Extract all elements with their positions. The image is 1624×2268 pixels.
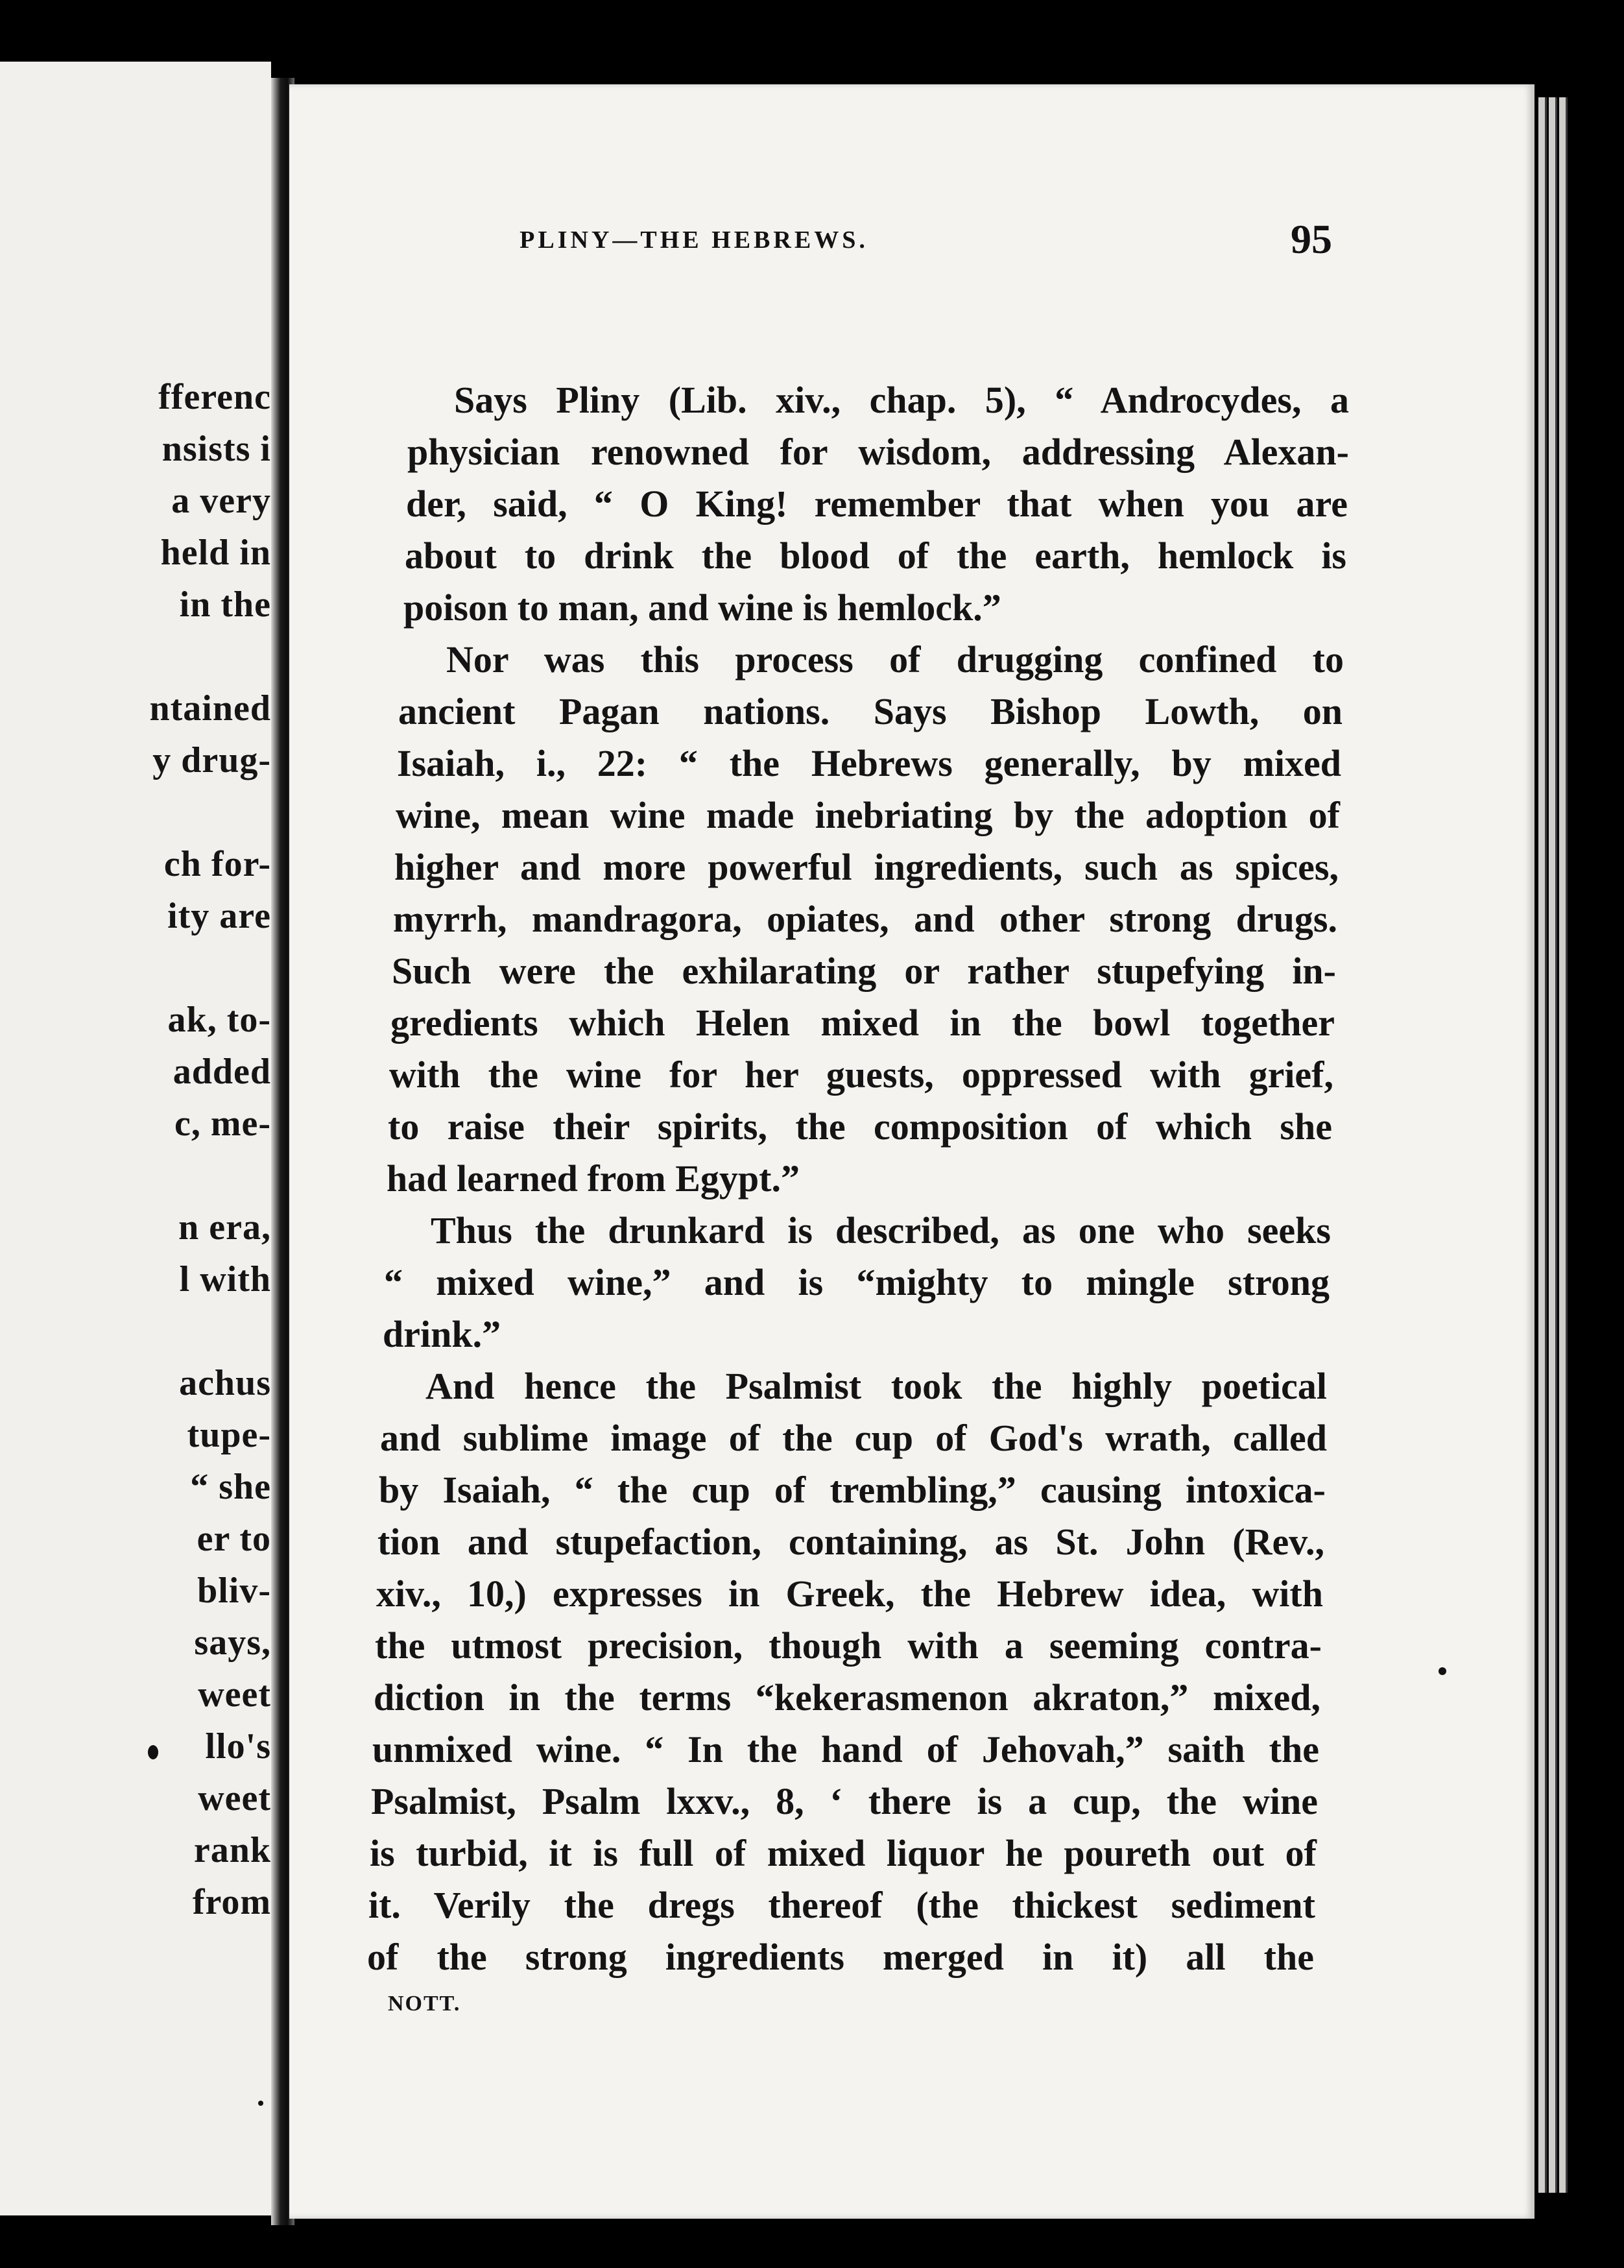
text-line: had learned from Egypt.” <box>387 1157 800 1200</box>
left-page-line: weet <box>198 1674 271 1715</box>
text-line: about to drink the blood of the earth, hemlock is <box>405 535 1346 577</box>
text-line: Psalmist, Psalm lxxv., 8, ‘ there is a cup, the wine <box>371 1780 1318 1822</box>
text-line: Says Pliny (Lib. xiv., chap. 5), “ Androcydes, a <box>454 379 1349 421</box>
text-line: xiv., 10,) expresses in Greek, the Hebrew idea, with <box>376 1573 1323 1615</box>
left-page-line: c, me- <box>174 1104 271 1144</box>
left-page-line: held in <box>160 533 271 573</box>
left-page-line: ak, to- <box>167 1000 271 1040</box>
text-line: poison to man, and wine is hemlock.” <box>403 586 1001 629</box>
text-line: is turbid, it is full of mixed liquor he poureth out of <box>370 1832 1317 1874</box>
text-line: gredients which Helen mixed in the bowl together <box>390 1002 1335 1044</box>
text-line: by Isaiah, “ the cup of trembling,” causing intoxica- <box>379 1469 1326 1511</box>
ink-speck <box>148 1745 158 1759</box>
signature-mark: NOTT. <box>388 1992 461 2016</box>
text-line: der, said, “ O King! remember that when you are <box>406 483 1348 525</box>
left-page-line: l with <box>179 1259 271 1299</box>
text-line: tion and stupefaction, containing, as St. John (Rev., <box>377 1521 1324 1563</box>
left-page-line: fferenc <box>158 377 271 417</box>
text-line: unmixed wine. “ In the hand of Jehovah,” saith the <box>372 1728 1319 1770</box>
text-line: myrrh, mandragora, opiates, and other strong drugs. <box>393 898 1337 940</box>
page-edge <box>1538 97 1547 2193</box>
left-page-line: nsists i <box>161 429 271 469</box>
text-line: Such were the exhilarating or rather stupefying in- <box>392 950 1336 992</box>
text-line: ancient Pagan nations. Says Bishop Lowth, on <box>398 690 1343 732</box>
left-page-line: er to <box>197 1519 271 1559</box>
text-line: higher and more powerful ingredients, such as spices, <box>394 846 1339 888</box>
left-page-line: rank <box>193 1830 271 1870</box>
ink-speck <box>1439 1667 1446 1675</box>
left-page-line: a very <box>171 481 271 521</box>
text-line: of the strong ingredients merged in it) all the <box>367 1936 1314 1978</box>
text-line: and sublime image of the cup of God's wrath, called <box>380 1417 1327 1459</box>
running-head: PLINY—THE HEBREWS. <box>519 226 868 254</box>
left-page-line: in the <box>179 585 271 625</box>
left-page-line: llo's <box>205 1726 271 1767</box>
left-page-line: added <box>173 1052 271 1092</box>
left-page-line: ch for- <box>163 844 271 884</box>
text-line: it. Verily the dregs thereof (the thickest sediment <box>368 1884 1315 1926</box>
left-page-line: bliv- <box>197 1571 271 1611</box>
page-number: 95 <box>1291 216 1332 262</box>
text-line: Thus the drunkard is described, as one who seeks <box>431 1209 1331 1251</box>
text-line: drink.” <box>383 1313 501 1355</box>
left-page-line: weet <box>198 1778 271 1818</box>
text-line: Nor was this process of drugging confined to <box>446 638 1344 681</box>
left-page-line: from <box>192 1882 271 1922</box>
page-edge <box>1559 97 1568 2193</box>
text-line: “ mixed wine,” and is “mighty to mingle strong <box>384 1261 1330 1303</box>
left-page-line: “ she <box>190 1467 271 1507</box>
left-page-line: achus <box>179 1363 271 1403</box>
text-line: And hence the Psalmist took the highly poetical <box>425 1365 1327 1407</box>
text-line: diction in the terms “kekerasmenon akraton,” mixed, <box>374 1676 1320 1719</box>
text-line: wine, mean wine made inebriating by the adoption of <box>396 794 1340 836</box>
left-page-line: ity are <box>167 896 271 936</box>
text-line: to raise their spirits, the composition of which she <box>388 1105 1332 1148</box>
left-page-line: ntained <box>149 688 271 729</box>
left-page-line: tupe- <box>187 1415 271 1455</box>
left-page-line: n era, <box>178 1207 271 1248</box>
left-page-line: y drug- <box>152 740 271 780</box>
text-line: physician renowned for wisdom, addressing Alexan- <box>407 431 1349 473</box>
text-line: Isaiah, i., 22: “ the Hebrews generally, by mixed <box>397 742 1341 784</box>
text-line: with the wine for her guests, oppressed with grief, <box>389 1054 1333 1096</box>
ink-speck <box>258 2101 263 2106</box>
left-page-line: says, <box>194 1623 271 1663</box>
left-facing-page <box>0 62 271 2215</box>
page-edge <box>1549 97 1557 2193</box>
text-line: the utmost precision, though with a seeming contra- <box>375 1624 1322 1667</box>
